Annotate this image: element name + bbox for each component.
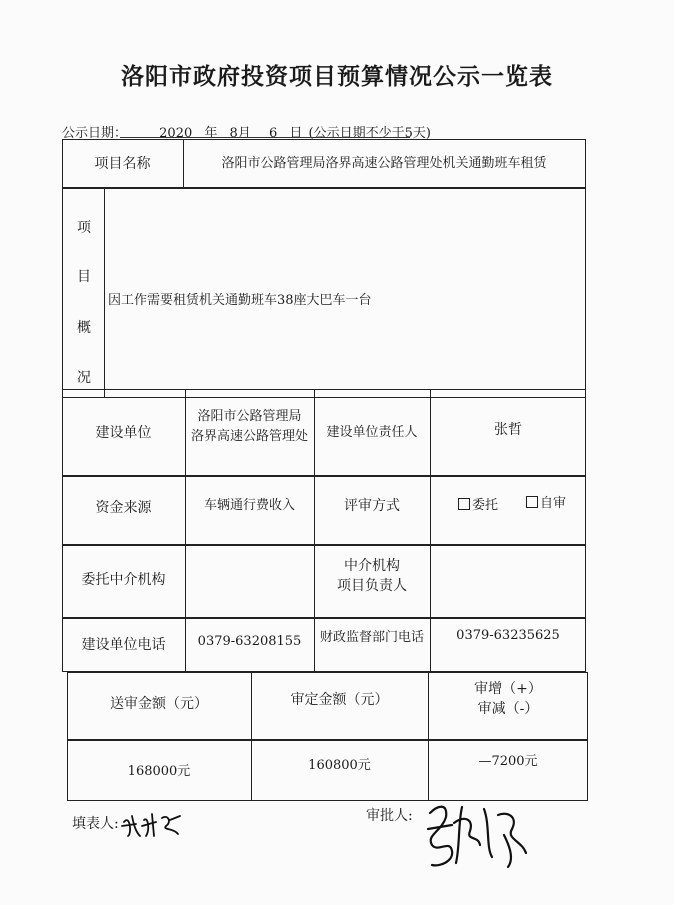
agency-label: 委托中介机构 <box>81 572 166 588</box>
review-method-label: 评审方式 <box>344 498 400 514</box>
divider <box>104 188 105 398</box>
review-option-entrust <box>458 494 498 513</box>
builder-value-line1: 洛阳市公路管理局 <box>197 409 302 424</box>
builder-label: 建设单位 <box>95 424 152 441</box>
page-title: 洛阳市政府投资项目预算情况公示一览表 <box>121 63 553 90</box>
overview-value: 因工作需要租赁机关通勤班车38座大巴车一台 <box>108 293 372 308</box>
submitted-amount-label: 送审金额（元） <box>110 696 208 712</box>
option-self-label: 自审 <box>540 496 567 511</box>
difference-label <box>428 677 588 721</box>
builder-phone-value: 0379-63208155 <box>197 634 302 649</box>
funding-value: 车辆通行费收入 <box>203 498 295 513</box>
date-day-unit: 日 <box>289 126 303 141</box>
builder-value-line2: 洛界高速公路管理处 <box>190 429 308 444</box>
approved-amount-label: 审定金额（元） <box>290 692 389 708</box>
increase-label: 审增（+） <box>474 681 542 697</box>
checkbox-icon <box>458 498 470 510</box>
builder-owner-value: 张哲 <box>494 422 522 438</box>
overview-label-char-2: 目 <box>77 269 91 285</box>
builder-owner-label: 建设单位责任人 <box>326 424 418 440</box>
project-name-value: 洛阳市公路管理局洛界高速公路管理处机关通勤班车租赁 <box>221 155 547 171</box>
finance-phone-label: 财政监督部门电话 <box>319 630 424 645</box>
divider <box>430 476 431 545</box>
review-option-self <box>526 492 566 511</box>
date-day: 6 <box>268 126 278 141</box>
date-label: 公示日期： <box>62 126 128 141</box>
submitted-amount-value: 168000元 <box>127 764 191 779</box>
difference-value: —7200元 <box>478 754 538 769</box>
overview-label-char-1: 项 <box>77 220 91 236</box>
date-note: (公示日期不少于5天) <box>308 126 431 141</box>
approved-amount-value: 160800元 <box>308 758 371 773</box>
checkbox-icon <box>526 496 538 508</box>
overview-label-char-4: 况 <box>77 370 91 386</box>
option-entrust-label: 委托 <box>472 498 499 513</box>
date-underline <box>120 137 410 138</box>
agency-owner-label-line2: 项目负责人 <box>337 578 407 594</box>
builder-phone-label: 建设单位电话 <box>81 637 166 653</box>
finance-phone-value: 0379-63235625 <box>456 628 560 643</box>
decrease-label: 审减（-） <box>477 701 539 717</box>
date-year: 2020 <box>159 126 193 141</box>
filler-label: 填表人: <box>72 816 119 832</box>
builder-value <box>185 407 314 447</box>
project-name-label: 项目名称 <box>94 155 151 172</box>
overview-label-char-3: 概 <box>77 320 91 336</box>
agency-value <box>185 560 314 600</box>
date-year-unit: 年 <box>204 126 218 141</box>
approver-label: 审批人: <box>366 808 413 824</box>
approver-signature <box>418 795 538 875</box>
agency-owner-label <box>314 556 430 596</box>
funding-label: 资金来源 <box>95 500 152 516</box>
agency-owner-label-line1: 中介机构 <box>344 558 400 574</box>
filler-signature <box>118 808 188 840</box>
agency-owner-value <box>430 560 586 600</box>
date-month: 8月 <box>229 126 251 141</box>
